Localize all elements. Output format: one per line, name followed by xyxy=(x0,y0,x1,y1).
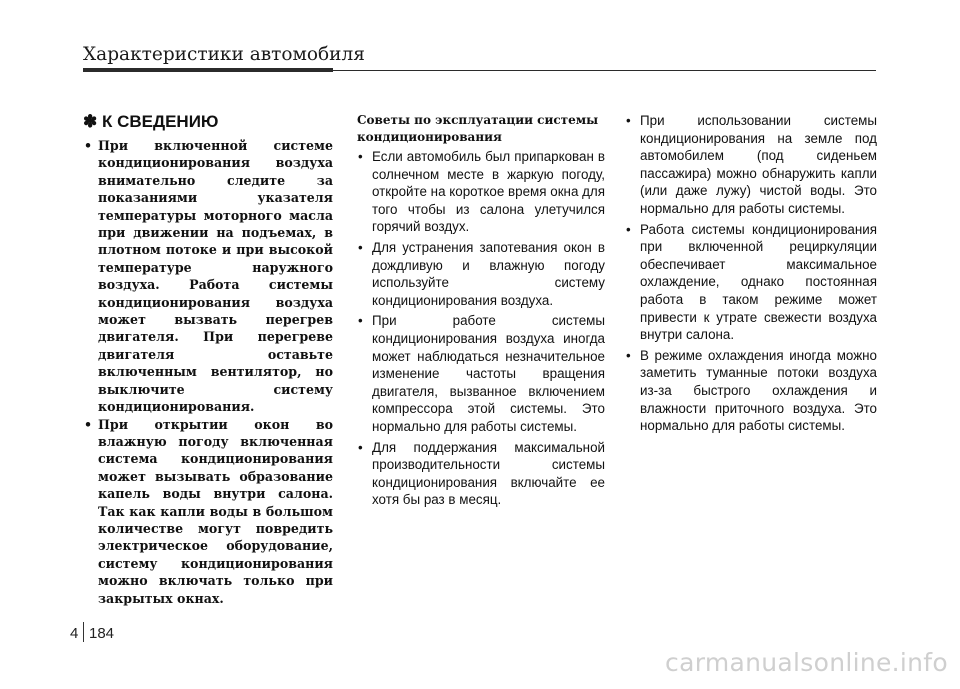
list-item: • В режиме охлаждения иногда можно заметить туманные потоки воздуха из-за быстрого охлаждения и влажности приточного воздуха. Это нормально для работы системы. xyxy=(625,347,877,435)
chapter-title: Характеристики автомобиля xyxy=(83,44,365,65)
page-number-divider xyxy=(83,622,84,642)
notice-column xyxy=(83,112,333,607)
header-rule-thick xyxy=(83,68,333,72)
watermark: carmanualsonline.info xyxy=(665,648,948,677)
tips-heading: Советы по эксплуатации системы кондиционирования xyxy=(357,113,599,144)
header-rule-thin xyxy=(333,70,876,71)
list-item: • Для устранения запотевания окон в дождливую и влажную погоду используйте систему кондиционирования воздуха. xyxy=(357,239,605,309)
notice-heading xyxy=(83,112,333,132)
notice-list xyxy=(83,137,333,607)
asterisk-icon: ✽ xyxy=(83,112,98,131)
tips-column-2 xyxy=(625,112,877,438)
list-item: • Работа системы кондиционирования при включенной рециркуляции обеспечивает максимальное охлаждение, однако постоянная работа в таком режиме может привести к утрате свежести воздуха внутри салона. xyxy=(625,221,877,344)
tips-column-1 xyxy=(357,112,605,512)
list-item: • При открытии окон во влажную погоду включенная система кондиционирования может вызывать образование капель воды внутри салона. Так как капли воды в большом количестве могут повредить электрическое оборудование, систему кондиционирования можно включать только при закрытых окнах. xyxy=(83,416,333,607)
tips-list-2 xyxy=(625,112,877,435)
list-item: • Если автомобиль был припаркован в солнечном месте в жаркую погоду, откройте на короткое время окна для того чтобы из салона улетучился горячий воздух. xyxy=(357,148,605,236)
list-item: • При включенной системе кондиционирования воздуха внимательно следите за показаниями указателя температуры моторного масла при движении на подъемах, в плотном потоке и при высокой температуре наружного воздуха. Работа системы кондиционирования воздуха может вызвать перегрев двигателя. При перегреве двигателя оставьте включенным вентилятор, но выключите систему кондиционирования. xyxy=(83,137,333,416)
tips-list-1 xyxy=(357,148,605,509)
list-item: • Для поддержания максимальной производительности системы кондиционирования включайте ее хотя бы раз в месяц. xyxy=(357,439,605,509)
page-number: 184 xyxy=(89,625,115,642)
notice-title: К СВЕДЕНИЮ xyxy=(101,112,219,131)
list-item: • При работе системы кондиционирования воздуха иногда может наблюдаться незначительное изменение частоты вращения двигателя, вызванное включением компрессора этой системы. Это нормально для работы системы. xyxy=(357,312,605,435)
chapter-number: 4 xyxy=(70,625,79,642)
list-item: • При использовании системы кондиционирования на земле под автомобилем (под сиденьем пассажира) можно обнаружить капли (или даже лужу) чистой воды. Это нормально для работы системы. xyxy=(625,112,877,218)
